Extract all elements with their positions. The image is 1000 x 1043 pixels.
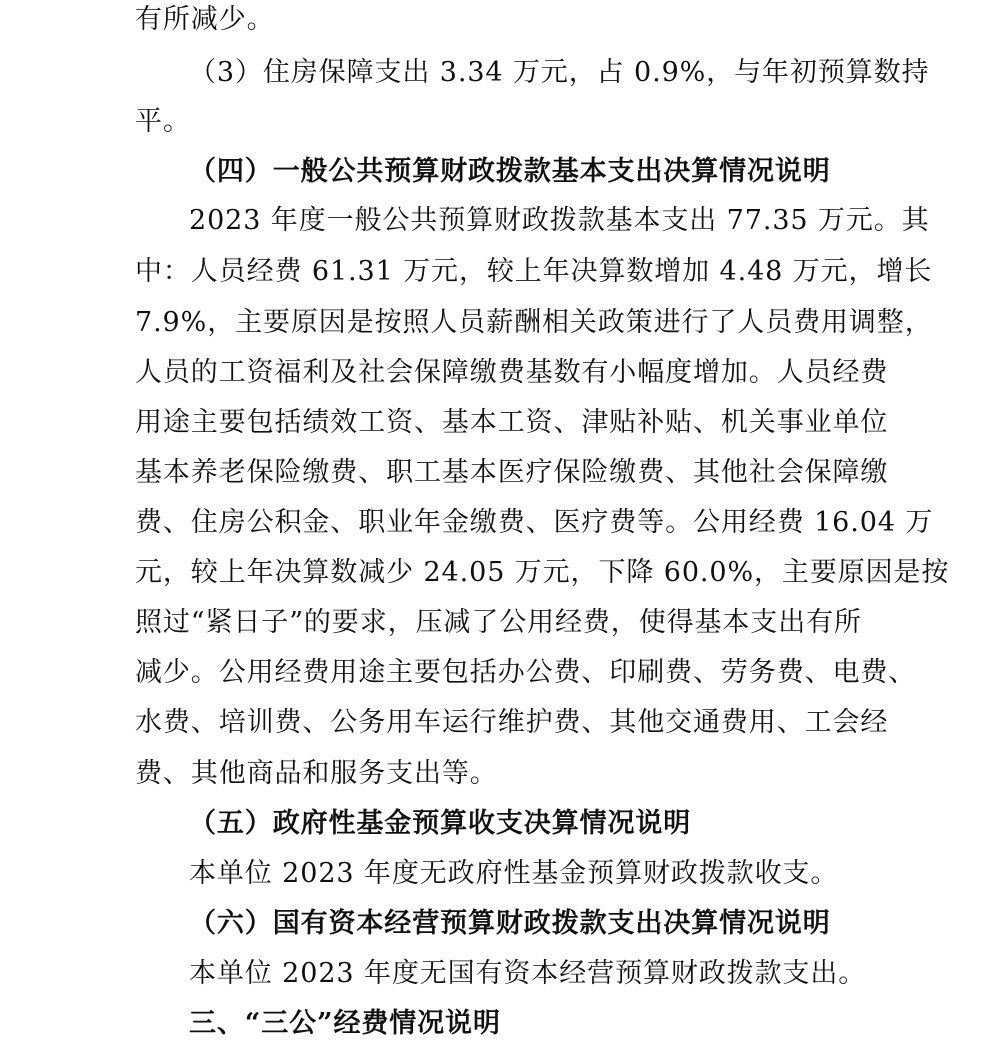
text-line: 费、其他商品和服务支出等。	[135, 758, 498, 789]
text-line: 减少。公用经费用途主要包括办公费、印刷费、劳务费、电费、	[135, 657, 917, 688]
text-line: （3）住房保障支出 3.34 万元，占 0.9%，与年初预算数持	[189, 57, 930, 88]
text-line: 中：人员经费 61.31 万元，较上年决算数增加 4.48 万元，增长	[135, 256, 933, 287]
section-heading: （五）政府性基金预算收支决算情况说明	[189, 808, 692, 839]
text-line: 人员的工资福利及社会保障缴费基数有小幅度增加。人员经费	[135, 357, 889, 388]
text-line: 7.9%，主要原因是按照人员薪酬相关政策进行了人员费用调整，	[135, 307, 933, 338]
section-heading: （四）一般公共预算财政拨款基本支出决算情况说明	[189, 156, 831, 187]
text-line: 本单位 2023 年度无政府性基金预算财政拨款收支。	[189, 858, 839, 889]
text-line: 平。	[135, 106, 191, 137]
text-line: 元，较上年决算数减少 24.05 万元，下降 60.0%，主要原因是按	[135, 557, 950, 588]
text-line: 本单位 2023 年度无国有资本经营预算财政拨款支出。	[189, 958, 867, 989]
text-line: 水费、培训费、公务用车运行维护费、其他交通费用、工会经	[135, 707, 889, 738]
chapter-heading: 三、“三公”经费情况说明	[189, 1008, 501, 1039]
text-line: 照过“紧日子”的要求，压减了公用经费，使得基本支出有所	[135, 607, 862, 638]
section-heading: （六）国有资本经营预算财政拨款支出决算情况说明	[189, 908, 831, 939]
text-line: 有所减少。	[135, 4, 275, 35]
text-line: 基本养老保险缴费、职工基本医疗保险缴费、其他社会保障缴	[135, 457, 889, 488]
text-line: 用途主要包括绩效工资、基本工资、津贴补贴、机关事业单位	[135, 407, 889, 438]
text-line: 费、住房公积金、职业年金缴费、医疗费等。公用经费 16.04 万	[135, 507, 934, 538]
text-line: 2023 年度一般公共预算财政拨款基本支出 77.35 万元。其	[189, 205, 930, 236]
